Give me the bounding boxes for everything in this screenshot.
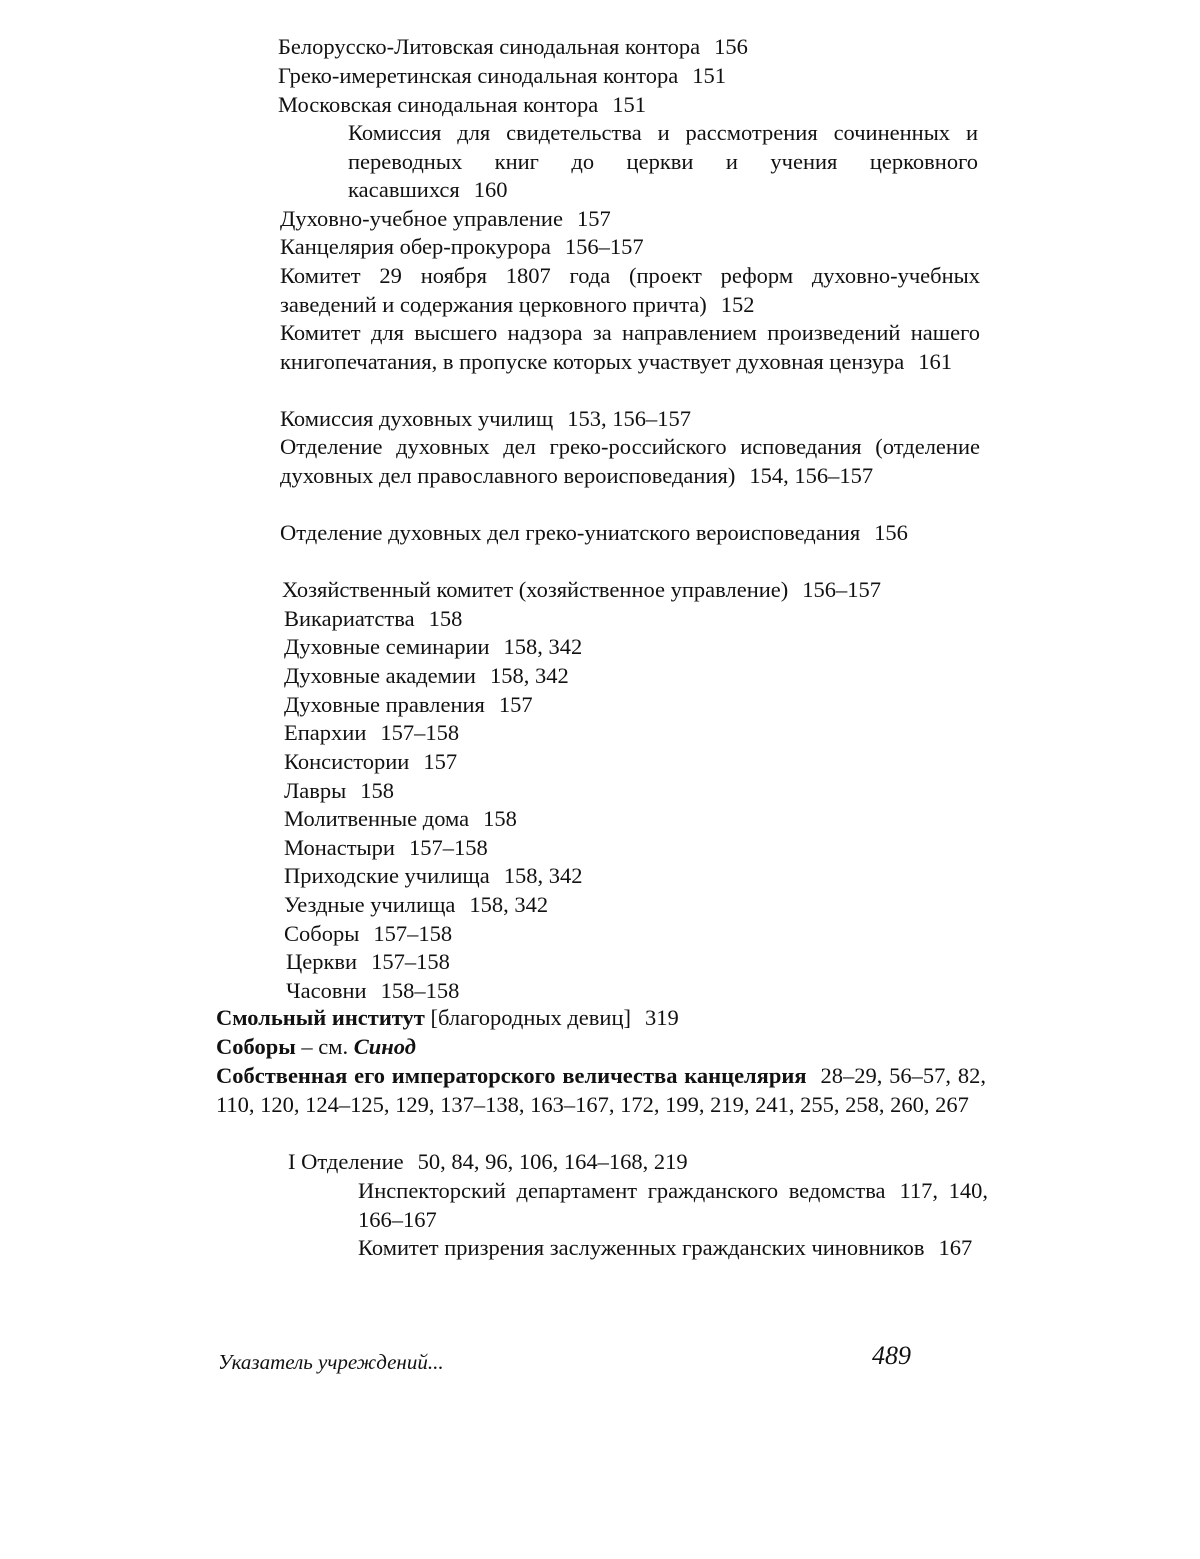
index-entry: Духовно-учебное управление 157 [280,206,611,231]
index-entry: Комитет 29 ноября 1807 года (проект реформ духовно-учебных заведений и содержания церковного причта) 152 [280,263,980,317]
index-entry: Лавры 158 [284,778,394,803]
index-entry: Канцелярия обер-прокурора 156–157 [280,234,644,259]
page-number: 489 [872,1341,911,1370]
index-entry: Консистории 157 [284,749,458,774]
index-entry: Церкви 157–158 [286,949,450,974]
index-subentry: Инспекторский департамент гражданского ведомства 117, 140, 166–167 [358,1178,988,1232]
index-entry: Хозяйственный комитет (хозяйственное управление) 156–157 [282,577,881,602]
index-entry: Отделение духовных дел греко-униатского вероисповедания 156 [280,520,908,545]
index-entry: Приходские училища 158, 342 [284,863,583,888]
index-entry-smolny: Смольный институт [благородных девиц] 319 [216,1005,679,1030]
index-entry-sobory: Соборы – см. Синод [216,1034,416,1059]
index-entry: Монастыри 157–158 [284,835,488,860]
index-entry: Часовни 158–158 [286,978,460,1003]
index-entry: Уездные училища 158, 342 [284,892,549,917]
index-entry: Викариатства 158 [284,606,463,631]
index-entry: Епархии 157–158 [284,720,460,745]
index-entry: Отделение духовных дел греко-российского исповедания (отделение духовных дел православного вероисповедания) 154, 156–157 [280,434,980,488]
index-entry: Духовные правления 157 [284,692,533,717]
index-entry: Духовные семинарии 158, 342 [284,634,583,659]
index-entry: Комиссия духовных училищ 153, 156–157 [280,406,691,431]
index-entry: Греко-имеретинская синодальная контора 151 [278,63,726,88]
index-entry: Московская синодальная контора 151 [278,92,646,117]
index-entry: Молитвенные дома 158 [284,806,517,831]
index-entry-chancellery: Собственная его императорского величества канцелярия 28–29, 56–57, 82, 110, 120, 124–125, 129, 137–138, 163–167, 172, 199, 219, 241, 255, 258, 260, 267 [216,1063,986,1117]
running-footer-title: Указатель учреждений... [218,1350,444,1374]
index-entry: Белорусско-Литовская синодальная контора 156 [278,34,748,59]
index-entry: Комитет для высшего надзора за направлением произведений нашего книгопечатания, в пропуске которых участвует духовная цензура 161 [280,320,980,374]
index-subentry: I Отделение 50, 84, 96, 106, 164–168, 219 [288,1149,688,1174]
index-entry: Соборы 157–158 [284,921,453,946]
index-entry: Комиссия для свидетельства и рассмотрения сочиненных и переводных книг до церкви и учения церковного касавшихся 160 [348,120,978,203]
index-entry: Духовные академии 158, 342 [284,663,569,688]
index-subentry: Комитет призрения заслуженных гражданских чиновников 167 [358,1235,973,1260]
